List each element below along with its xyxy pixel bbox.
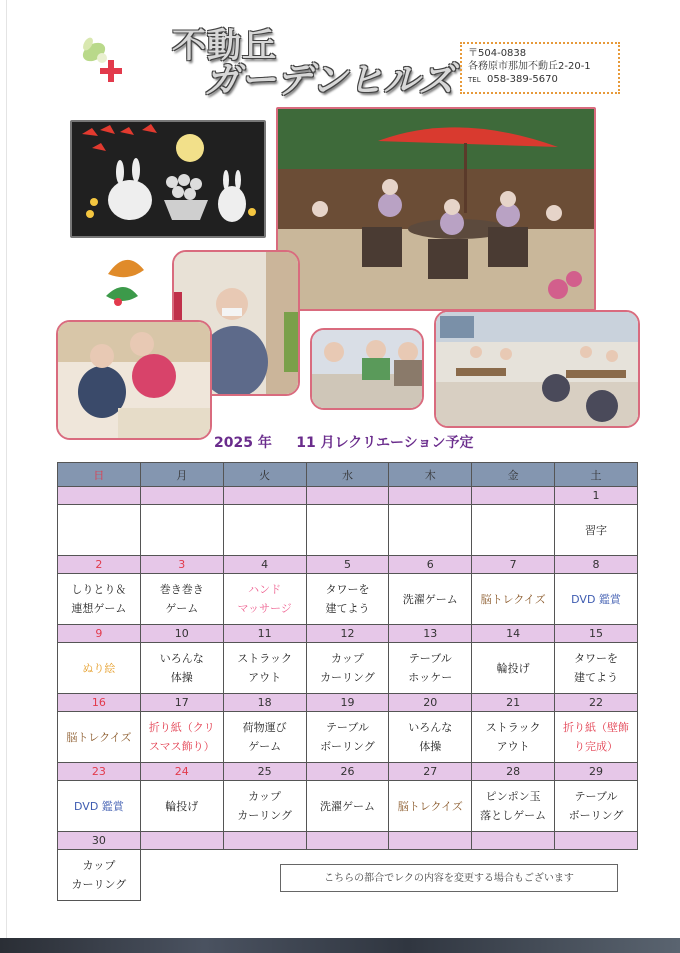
date-cell: 30 xyxy=(58,832,141,850)
date-cell: 16 xyxy=(58,694,141,712)
date-cell xyxy=(555,832,638,850)
date-cell xyxy=(472,832,555,850)
activity-cell xyxy=(472,505,555,556)
date-cell: 28 xyxy=(472,763,555,781)
tel-number: 058-389-5670 xyxy=(486,74,558,85)
date-cell: 5 xyxy=(306,556,389,574)
date-cell: 4 xyxy=(223,556,306,574)
weekday-header-row xyxy=(58,463,638,487)
bottom-strip xyxy=(0,938,680,953)
activity-row xyxy=(58,712,638,763)
photo-dining-hall xyxy=(434,310,640,428)
activity-cell: 脳トレクイズ xyxy=(389,781,472,832)
activity-cell: DVD 鑑賞 xyxy=(58,781,141,832)
ginkgo-leaf-decoration xyxy=(104,252,148,310)
activity-cell: テーブル ボーリング xyxy=(306,712,389,763)
date-row xyxy=(58,556,638,574)
date-cell: 15 xyxy=(555,625,638,643)
weekday-sat: 土 xyxy=(555,463,638,487)
activity-cell: カップ カーリング xyxy=(223,781,306,832)
date-cell: 3 xyxy=(140,556,223,574)
activity-cell: ぬり絵 xyxy=(58,643,141,694)
date-cell: 14 xyxy=(472,625,555,643)
weekday-tue: 火 xyxy=(223,463,306,487)
facility-name-line1: 不動丘 xyxy=(172,26,277,66)
heading-title: 11 月レクリエーション予定 xyxy=(296,435,474,451)
date-cell: 17 xyxy=(140,694,223,712)
date-cell: 8 xyxy=(555,556,638,574)
activity-cell: しりとり＆ 連想ゲーム xyxy=(58,574,141,625)
activity-cell: テーブル ボーリング xyxy=(555,781,638,832)
activity-row xyxy=(58,505,638,556)
change-notice: こちらの都合でレクの内容を変更する場合もございます xyxy=(280,864,618,892)
date-cell xyxy=(223,832,306,850)
activity-cell: ピンポン玉 落としゲーム xyxy=(472,781,555,832)
date-cell xyxy=(223,487,306,505)
activity-cell: タワーを 建てよう xyxy=(555,643,638,694)
activity-cell xyxy=(223,505,306,556)
activity-cell: いろんな 体操 xyxy=(389,712,472,763)
photo-craft-activity xyxy=(56,320,212,440)
date-cell: 29 xyxy=(555,763,638,781)
activity-cell: ストラック アウト xyxy=(223,643,306,694)
date-cell: 18 xyxy=(223,694,306,712)
date-cell: 21 xyxy=(472,694,555,712)
schedule-heading xyxy=(214,432,473,452)
activity-cell: いろんな 体操 xyxy=(140,643,223,694)
weekday-thu: 木 xyxy=(389,463,472,487)
activity-cell xyxy=(140,850,223,901)
date-cell: 20 xyxy=(389,694,472,712)
date-row xyxy=(58,487,638,505)
phone xyxy=(468,73,618,87)
date-cell: 19 xyxy=(306,694,389,712)
activity-cell xyxy=(140,505,223,556)
address: 各務原市那加不動丘2-20-1 xyxy=(468,61,591,72)
date-cell: 12 xyxy=(306,625,389,643)
facility-name-line2: ガーデンヒルズ xyxy=(204,60,455,101)
activity-row xyxy=(58,781,638,832)
date-cell: 2 xyxy=(58,556,141,574)
activity-cell: 洗濯ゲーム xyxy=(306,781,389,832)
weekday-mon: 月 xyxy=(140,463,223,487)
postal-code: 〒504-0838 xyxy=(468,48,527,59)
activity-cell: 折り紙（クリ スマス飾り） xyxy=(140,712,223,763)
address-box xyxy=(460,42,620,94)
date-row xyxy=(58,694,638,712)
photo-garden-tea-party xyxy=(276,107,596,311)
date-cell: 27 xyxy=(389,763,472,781)
date-cell xyxy=(389,487,472,505)
date-cell: 13 xyxy=(389,625,472,643)
activity-cell: DVD 鑑賞 xyxy=(555,574,638,625)
date-cell: 25 xyxy=(223,763,306,781)
photo-wall-art xyxy=(70,120,266,238)
activity-row xyxy=(58,574,638,625)
activity-row xyxy=(58,643,638,694)
activity-cell: 巻き巻き ゲーム xyxy=(140,574,223,625)
activity-cell: ストラック アウト xyxy=(472,712,555,763)
weekday-sun: 日 xyxy=(58,463,141,487)
date-cell: 24 xyxy=(140,763,223,781)
activity-cell: 輪投げ xyxy=(140,781,223,832)
date-cell xyxy=(140,832,223,850)
activity-cell: 脳トレクイズ xyxy=(472,574,555,625)
activity-cell: 洗濯ゲーム xyxy=(389,574,472,625)
date-cell: 22 xyxy=(555,694,638,712)
date-cell: 11 xyxy=(223,625,306,643)
tel-label: TEL xyxy=(468,76,481,84)
dove-cross-logo xyxy=(72,30,130,86)
date-cell: 7 xyxy=(472,556,555,574)
date-cell xyxy=(58,487,141,505)
activity-cell: 輪投げ xyxy=(472,643,555,694)
date-cell xyxy=(306,832,389,850)
date-cell xyxy=(472,487,555,505)
heading-year: 2025 年 xyxy=(214,435,272,451)
activity-cell: 荷物運び ゲーム xyxy=(223,712,306,763)
recreation-calendar xyxy=(57,462,638,901)
weekday-wed: 水 xyxy=(306,463,389,487)
date-row xyxy=(58,832,638,850)
activity-cell: カップ カーリング xyxy=(58,850,141,901)
date-cell xyxy=(389,832,472,850)
date-cell: 26 xyxy=(306,763,389,781)
activity-cell xyxy=(306,505,389,556)
date-cell: 23 xyxy=(58,763,141,781)
date-cell xyxy=(306,487,389,505)
activity-cell: 脳トレクイズ xyxy=(58,712,141,763)
activity-cell xyxy=(389,505,472,556)
activity-cell xyxy=(58,505,141,556)
activity-cell: テーブル ホッケー xyxy=(389,643,472,694)
date-cell xyxy=(140,487,223,505)
weekday-fri: 金 xyxy=(472,463,555,487)
date-row xyxy=(58,625,638,643)
date-cell: 9 xyxy=(58,625,141,643)
activity-cell: カップ カーリング xyxy=(306,643,389,694)
date-cell: 10 xyxy=(140,625,223,643)
date-cell: 6 xyxy=(389,556,472,574)
activity-cell: タワーを 建てよう xyxy=(306,574,389,625)
activity-cell: 折り紙（壁飾 り完成） xyxy=(555,712,638,763)
photo-table-game xyxy=(310,328,424,410)
date-row xyxy=(58,763,638,781)
date-cell: 1 xyxy=(555,487,638,505)
page-edge xyxy=(6,0,7,938)
activity-cell: 習字 xyxy=(555,505,638,556)
activity-cell: ハンド マッサージ xyxy=(223,574,306,625)
